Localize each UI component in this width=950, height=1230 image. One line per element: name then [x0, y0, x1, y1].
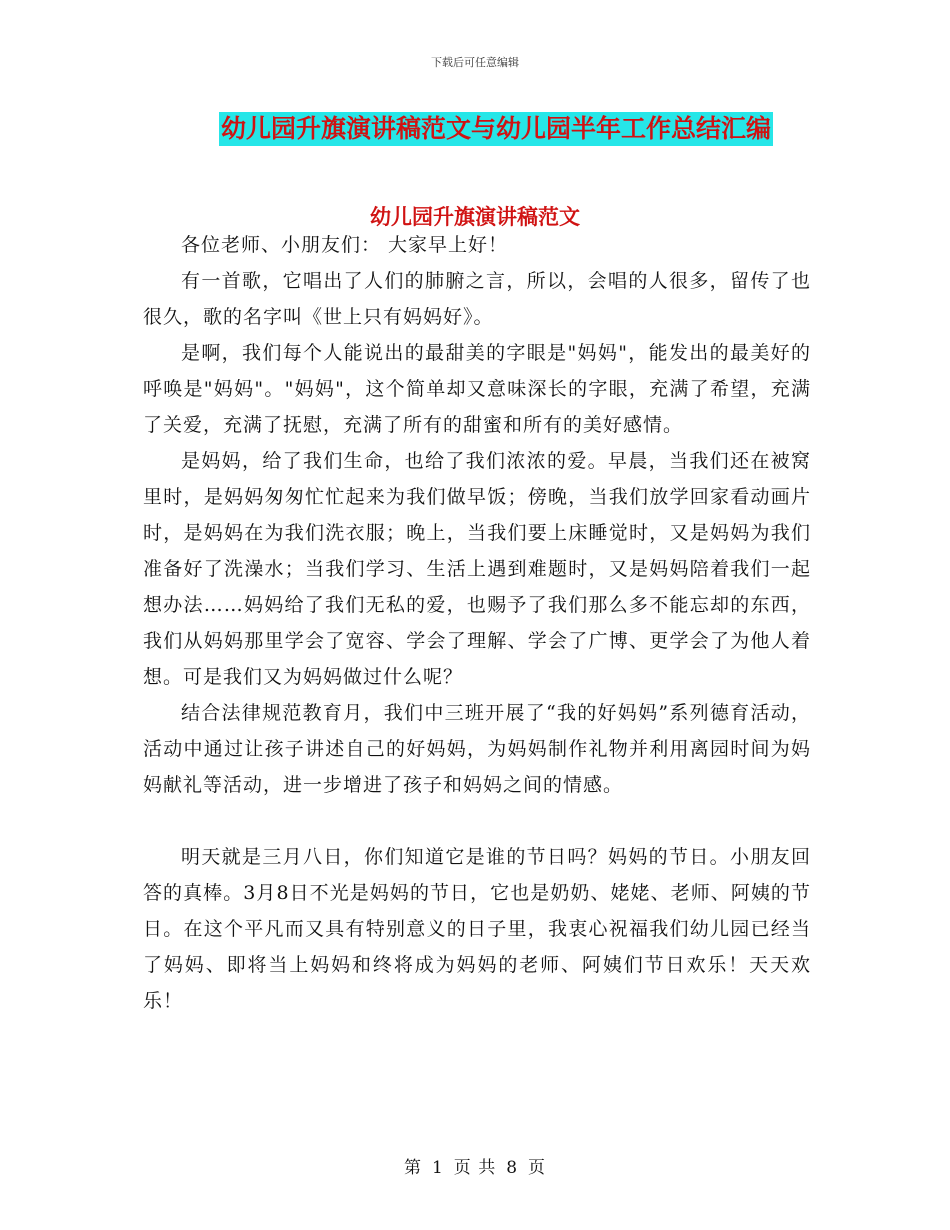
footer-suffix: 页	[528, 1158, 547, 1178]
paragraph-greeting: 各位老师、小朋友们： 大家早上好！	[181, 234, 509, 256]
paragraph-mama-love: 是妈妈，给了我们生命，也给了我们浓浓的爱。早晨，当我们还在被窝里时，是妈妈匆匆忙忙起来为我们做早饭；傍晚，当我们放学回家看动画片时，是妈妈在为我们洗衣服；晚上，当我们要上床睡觉时，又是妈妈为我们准备好了洗澡水；当我们学习、生活上遇到难题时，又是妈妈陪着我们一起想办法……妈妈给了我们无私的爱，也赐予了我们那么多不能忘却的东西，我们从妈妈那里学会了宽容、学会了理解、学会了广博、更学会了为他人着想。可是我们又为妈妈做过什么呢？	[143, 450, 811, 688]
main-title-container	[0, 112, 950, 146]
footer-middle: 页 共	[453, 1158, 497, 1178]
paragraph-womens-day: 明天就是三月八日，你们知道它是谁的节日吗？妈妈的节日。小朋友回答的真棒。3月8日不光是妈妈的节日，它也是奶奶、姥姥、老师、阿姨的节日。在这个平凡而又具有特别意义的日子里，我衷心祝福我们幼儿园已经当了妈妈、即将当上妈妈和终将成为妈妈的老师、阿姨们节日欢乐！天天欢乐！	[143, 846, 811, 1012]
main-title: 幼儿园升旗演讲稿范文与幼儿园半年工作总结汇编	[219, 112, 773, 146]
paragraph-song: 有一首歌，它唱出了人们的肺腑之言，所以，会唱的人很多，留传了也很久，歌的名字叫《世上只有妈妈好》。	[143, 270, 811, 328]
page-footer	[0, 1153, 950, 1178]
section-title: 幼儿园升旗演讲稿范文	[370, 205, 580, 229]
header-note: 下载后可任意编辑	[431, 56, 519, 69]
document-body	[143, 227, 811, 1019]
paragraph-mama-word: 是啊，我们每个人能说出的最甜美的字眼是"妈妈"，能发出的最美好的呼唤是"妈妈"。"妈妈"，这个简单却又意味深长的字眼，充满了希望，充满了关爱，充满了抚慰，充满了所有的甜蜜和所有的美好感情。	[143, 342, 811, 436]
footer-total-pages: 8	[506, 1158, 519, 1178]
paragraph-class-activity: 结合法律规范教育月，我们中三班开展了“我的好妈妈”系列德育活动，活动中通过让孩子讲述自己的好妈妈，为妈妈制作礼物并利用离园时间为妈妈献礼等活动，进一步增进了孩子和妈妈之间的情感。	[143, 702, 811, 796]
footer-prefix: 第	[403, 1158, 422, 1178]
footer-page-number: 1	[431, 1158, 444, 1178]
